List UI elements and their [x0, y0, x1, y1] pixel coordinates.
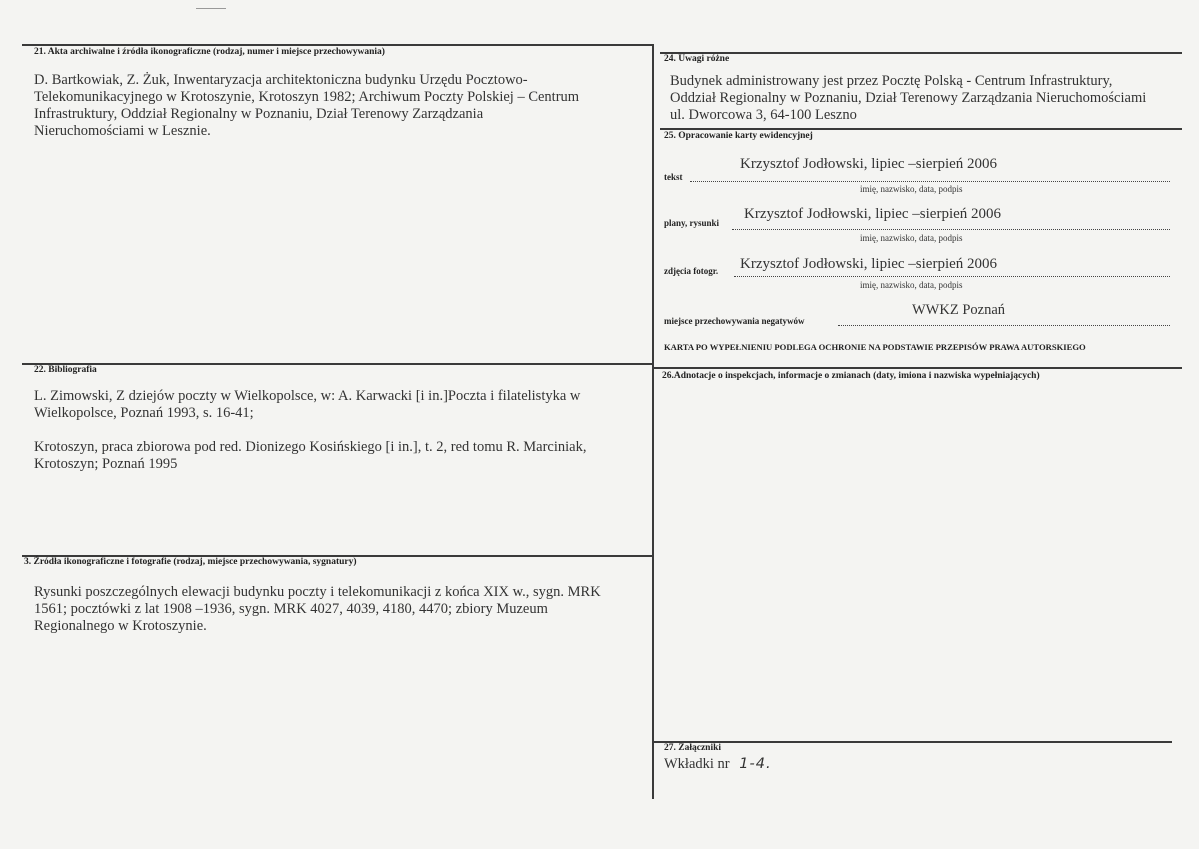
section-22-text	[34, 388, 646, 473]
plans-caption: imię, nazwisko, data, podpis	[860, 233, 963, 243]
section-22-line	[34, 422, 646, 439]
negatives-value: WWKZ Poznań	[912, 302, 1006, 318]
right-top-border	[660, 52, 1182, 54]
section-27-content	[664, 756, 772, 773]
divider-24-25	[660, 128, 1182, 130]
section-23-text	[34, 584, 648, 635]
center-divider	[652, 44, 654, 799]
section-23-header: 3. Źródła ikonograficzne i fotografie (rodzaj, miejsce przechowywania, sygnatury)	[24, 557, 357, 567]
plans-label: plany, rysunki	[664, 218, 720, 228]
section-22-line: Krotoszyn, praca zbiorowa pod red. Dionizego Kosińskiego [i in.], t. 2, red tomu R. Marciniak,	[34, 439, 587, 455]
text-dotted-line	[690, 181, 1170, 182]
section-21-line: Nieruchomościami w Lesznie.	[34, 123, 211, 139]
section-22-header: 22. Bibliografia	[34, 365, 97, 375]
section-21-header: 21. Akta archiwalne i źródła ikonograficzne (rodzaj, numer i miejsce przechowywania)	[34, 47, 385, 57]
section-21-line: Infrastruktury, Oddział Regionalny w Poznaniu, Dział Terenowy Zarządzania	[34, 106, 484, 122]
section-24-header: 24. Uwagi różne	[664, 54, 730, 64]
section-24-line: ul. Dworcowa 3, 64-100 Leszno	[670, 107, 857, 123]
text-label: tekst	[664, 172, 683, 182]
section-24-line: Oddział Regionalny w Poznaniu, Dział Terenowy Zarządzania Nieruchomościami	[670, 90, 1147, 106]
section-21-line: Telekomunikacyjnego w Krotoszynie, Krotoszyn 1982; Archiwum Poczty Polskiej – Centrum	[34, 89, 580, 105]
divider-26-27	[652, 741, 1172, 743]
section-25-header: 25. Opracowanie karty ewidencyjnej	[664, 131, 813, 141]
section-23-line: Rysunki poszczególnych elewacji budynku poczty i telekomunikacji z końca XIX w., sygn. MRK	[34, 584, 601, 600]
text-caption: imię, nazwisko, data, podpis	[860, 184, 963, 194]
attachments-handwritten: 1-4.	[739, 756, 772, 772]
photos-author-value: Krzysztof Jodłowski, lipiec –sierpień 2006	[740, 256, 998, 272]
section-26-header: 26.Adnotacje o inspekcjach, informacje o zmianach (daty, imiona i nazwiska wypełniających)	[662, 371, 1040, 381]
photos-label: zdjęcia fotogr.	[664, 266, 719, 276]
scan-mark	[196, 8, 226, 9]
section-23-line: 1561; pocztówki z lat 1908 –1936, sygn. MRK 4027, 4039, 4180, 4470; zbiory Muzeum	[34, 601, 548, 617]
section-22-line: L. Zimowski, Z dziejów poczty w Wielkopolsce, w: A. Karwacki [i in.]Poczta i filatelistyka w	[34, 388, 581, 404]
negatives-label: miejsce przechowywania negatywów	[664, 316, 805, 326]
plans-dotted-line	[732, 229, 1170, 230]
left-top-border	[22, 44, 652, 46]
attachments-label: Wkładki nr	[664, 756, 730, 772]
copyright-notice: KARTA PO WYPEŁNIENIU PODLEGA OCHRONIE NA PODSTAWIE PRZEPISÓW PRAWA AUTORSKIEGO	[664, 342, 1086, 352]
text-author-value: Krzysztof Jodłowski, lipiec –sierpień 2006	[740, 156, 998, 172]
section-24-text	[670, 73, 1182, 124]
section-23-line: Regionalnego w Krotoszynie.	[34, 618, 207, 634]
section-21-line: D. Bartkowiak, Z. Żuk, Inwentaryzacja architektoniczna budynku Urzędu Pocztowo-	[34, 72, 528, 88]
divider-25-26	[652, 367, 1182, 369]
section-21-text	[34, 72, 646, 140]
section-27-header: 27. Załączniki	[664, 743, 722, 753]
photos-caption: imię, nazwisko, data, podpis	[860, 280, 963, 290]
photos-dotted-line	[734, 276, 1170, 277]
section-22-line: Krotoszyn; Poznań 1995	[34, 456, 178, 472]
section-22-line: Wielkopolsce, Poznań 1993, s. 16-41;	[34, 405, 254, 421]
section-24-line: Budynek administrowany jest przez Pocztę Polską - Centrum Infrastruktury,	[670, 73, 1113, 89]
plans-author-value: Krzysztof Jodłowski, lipiec –sierpień 2006	[744, 206, 1002, 222]
negatives-dotted-line	[838, 325, 1170, 326]
divider-21-22	[22, 363, 652, 365]
